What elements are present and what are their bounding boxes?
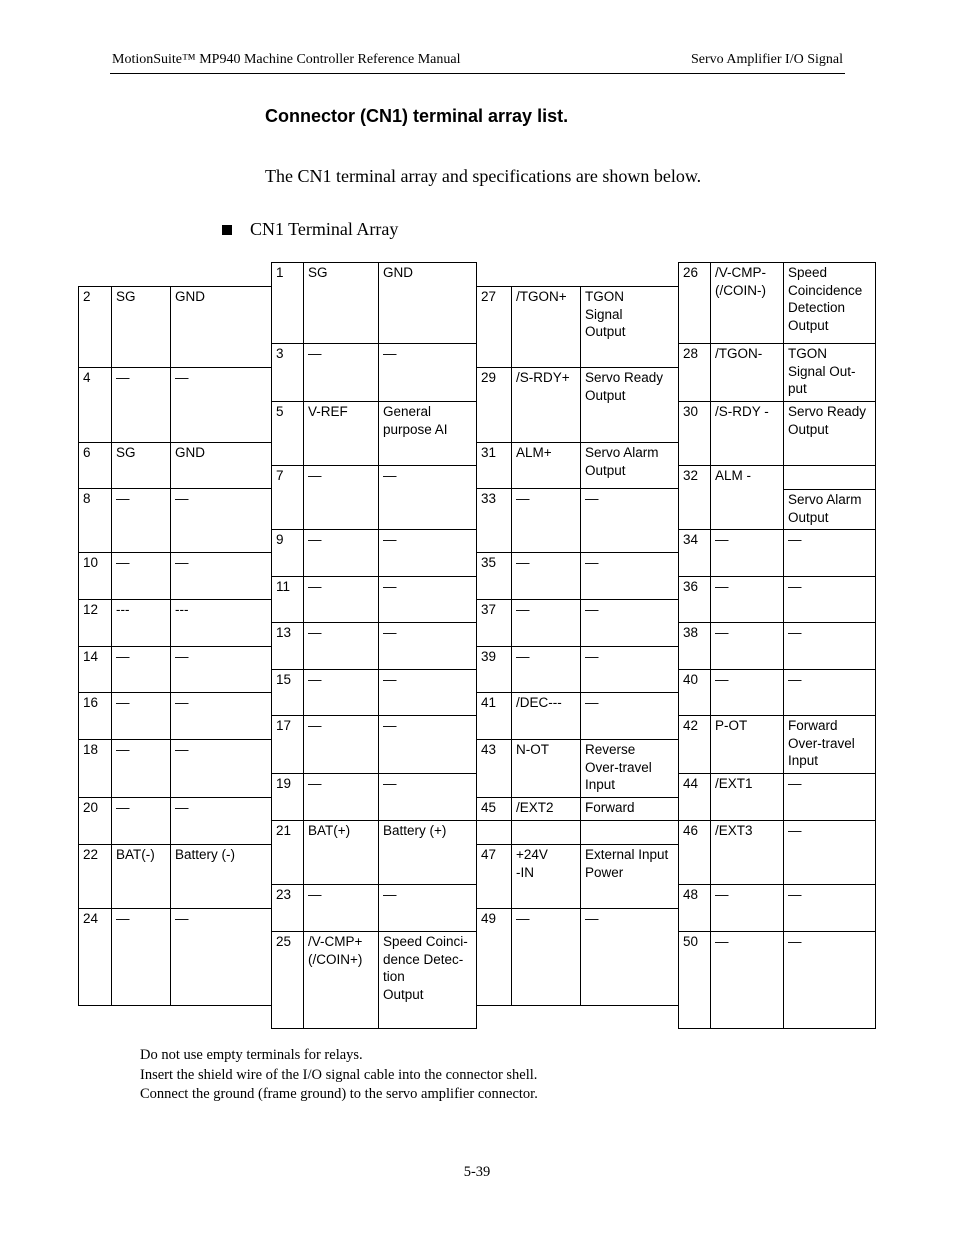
terminal-signal: — [710,884,784,932]
terminal-description: — [580,908,679,1006]
square-bullet-icon [222,225,232,235]
terminal-signal: +24V -IN [511,844,581,909]
terminal-number: 35 [476,552,512,600]
terminal-number: 30 [678,401,711,466]
terminal-description: Servo Ready Output [580,367,679,443]
section-title: Connector (CN1) terminal array list. [265,106,569,126]
page-number: 5-39 [463,1164,491,1180]
terminal-description: — [170,908,272,1006]
terminal-number: 10 [78,552,112,600]
terminal-description: — [580,552,679,600]
note-line: Insert the shield wire of the I/O signal cable into the connector shell. [140,1066,538,1083]
terminal-description: — [378,715,477,774]
terminal-signal: SG [111,442,171,489]
terminal-description: — [580,646,679,693]
terminal-description: — [378,465,477,530]
terminal-signal: — [511,599,581,647]
terminal-signal: SG [303,262,379,344]
subsection-label: CN1 Terminal Array [250,219,399,239]
terminal-number: 31 [476,442,512,489]
terminal-signal: — [511,908,581,1006]
terminal-number: 49 [476,908,512,1006]
terminal-description: — [580,692,679,740]
terminal-signal: — [111,646,171,693]
terminal-description: --- [170,599,272,647]
terminal-number: 4 [78,367,112,443]
terminal-description: Battery (+) [378,820,477,885]
terminal-description: Forward Over-travel Input [783,715,876,774]
header-section-title: Servo Amplifier I/O Signal [690,52,843,67]
terminal-number: 16 [78,692,112,740]
terminal-signal: — [710,529,784,577]
terminal-description: — [170,739,272,798]
terminal-number: 32 [678,465,711,530]
terminal-number: 40 [678,669,711,716]
terminal-description: — [580,488,679,553]
terminal-description: — [378,773,477,821]
terminal-description: External Input Power [580,844,679,909]
terminal-signal: — [111,908,171,1006]
terminal-number: 6 [78,442,112,489]
terminal-signal: — [111,739,171,798]
terminal-description: — [783,931,876,1029]
terminal-number: 2 [78,286,112,368]
terminal-number: 19 [271,773,304,821]
subsection-heading [222,219,398,240]
terminal-number: 48 [678,884,711,932]
terminal-signal: — [111,692,171,740]
terminal-signal: /V-CMP+ (/COIN+) [303,931,379,1029]
note-line: Connect the ground (frame ground) to the servo amplifier connector. [140,1086,538,1102]
terminal-signal: — [111,552,171,600]
terminal-description: Servo Alarm Output [580,442,679,489]
terminal-description: — [378,884,477,932]
terminal-description: GND [170,442,272,489]
terminal-description: Forward [580,797,679,821]
terminal-description: — [783,669,876,716]
terminal-signal: — [303,343,379,402]
terminal-description: TGON Signal Output [580,286,679,368]
terminal-number: 43 [476,739,512,798]
terminal-number: 17 [271,715,304,774]
terminal-signal: — [303,576,379,623]
terminal-signal: — [710,622,784,670]
terminal-signal: — [511,646,581,693]
terminal-signal: /TGON+ [511,286,581,368]
terminal-signal: P-OT [710,715,784,774]
terminal-signal: N-OT [511,739,581,798]
terminal-description: — [378,343,477,402]
terminal-number: 18 [78,739,112,798]
terminal-signal: ALM - [710,465,784,530]
terminal-number: 36 [678,576,711,623]
terminal-description: TGON Signal Out- put [783,343,876,402]
terminal-number: 13 [271,622,304,670]
terminal-description [783,465,876,490]
terminal-number: 33 [476,488,512,553]
terminal-number: 34 [678,529,711,577]
terminal-number: 47 [476,844,512,909]
terminal-description: GND [170,286,272,368]
terminal-signal: /S-RDY - [710,401,784,466]
header-rule [110,73,845,74]
terminal-number: 39 [476,646,512,693]
terminal-signal: — [303,715,379,774]
terminal-number: 44 [678,773,711,821]
terminal-signal: — [710,576,784,623]
terminal-number: 28 [678,343,711,402]
terminal-description: — [783,773,876,821]
terminal-description: Speed Coinci- dence Detec- tion Output [378,931,477,1029]
terminal-signal: — [710,669,784,716]
terminal-number: 45 [476,797,512,821]
terminal-number: 20 [78,797,112,845]
terminal-signal: /EXT3 [710,820,784,885]
terminal-signal: — [511,552,581,600]
terminal-signal: BAT(-) [111,844,171,909]
terminal-description: — [170,692,272,740]
terminal-number: 29 [476,367,512,443]
terminal-number: 24 [78,908,112,1006]
terminal-signal: SG [111,286,171,368]
terminal-signal: — [710,931,784,1029]
terminal-description: General purpose AI [378,401,477,466]
terminal-description: — [378,576,477,623]
terminal-description: — [580,599,679,647]
terminal-signal: — [303,669,379,716]
terminal-number: 46 [678,820,711,885]
terminal-description: — [783,622,876,670]
note-line: Do not use empty terminals for relays. [140,1047,363,1063]
terminal-signal: /EXT1 [710,773,784,821]
terminal-signal: — [303,773,379,821]
terminal-signal: V-REF [303,401,379,466]
terminal-description: — [378,669,477,716]
terminal-number: 25 [271,931,304,1029]
empty-cell [580,820,679,845]
terminal-number: 21 [271,820,304,885]
terminal-signal: --- [111,599,171,647]
terminal-number: 8 [78,488,112,553]
terminal-number: 14 [78,646,112,693]
terminal-description: Servo Alarm Output [783,489,876,530]
terminal-signal: ALM+ [511,442,581,489]
terminal-number: 22 [78,844,112,909]
terminal-description: — [783,820,876,885]
terminal-signal: — [111,797,171,845]
terminal-description: — [783,884,876,932]
terminal-description: — [170,367,272,443]
terminal-signal: — [111,488,171,553]
terminal-number: 7 [271,465,304,530]
terminal-number: 27 [476,286,512,368]
terminal-signal: /EXT2 [511,797,581,821]
terminal-signal: /DEC--- [511,692,581,740]
terminal-signal: — [303,622,379,670]
terminal-signal: — [111,367,171,443]
empty-cell [511,820,581,845]
terminal-number: 9 [271,529,304,577]
terminal-description: Battery (-) [170,844,272,909]
terminal-description: Reverse Over-travel Input [580,739,679,798]
terminal-description: — [170,488,272,553]
terminal-number: 42 [678,715,711,774]
terminal-description: — [783,529,876,577]
terminal-signal: — [303,465,379,530]
terminal-signal: — [303,529,379,577]
terminal-description: Speed Coincidence Detection Output [783,262,876,344]
terminal-signal: BAT(+) [303,820,379,885]
intro-text: The CN1 terminal array and specifications are shown below. [265,166,702,186]
terminal-description: — [170,646,272,693]
terminal-description: — [378,529,477,577]
terminal-number: 50 [678,931,711,1029]
empty-cell [476,820,512,845]
terminal-description: — [378,622,477,670]
terminal-number: 38 [678,622,711,670]
terminal-number: 12 [78,599,112,647]
terminal-signal: — [511,488,581,553]
terminal-description: — [170,797,272,845]
terminal-number: 3 [271,343,304,402]
terminal-signal: /V-CMP- (/COIN-) [710,262,784,344]
terminal-description: GND [378,262,477,344]
terminal-number: 15 [271,669,304,716]
terminal-signal: /TGON- [710,343,784,402]
terminal-number: 26 [678,262,711,344]
terminal-number: 5 [271,401,304,466]
notes [140,1046,538,1105]
terminal-description: — [783,576,876,623]
terminal-number: 41 [476,692,512,740]
terminal-number: 11 [271,576,304,623]
terminal-description: — [170,552,272,600]
terminal-number: 37 [476,599,512,647]
terminal-description: Servo Ready Output [783,401,876,466]
terminal-number: 1 [271,262,304,344]
header-manual-title: MotionSuite™ MP940 Machine Controller Reference Manual [112,52,461,67]
terminal-signal: /S-RDY+ [511,367,581,443]
terminal-signal: — [303,884,379,932]
terminal-number: 23 [271,884,304,932]
